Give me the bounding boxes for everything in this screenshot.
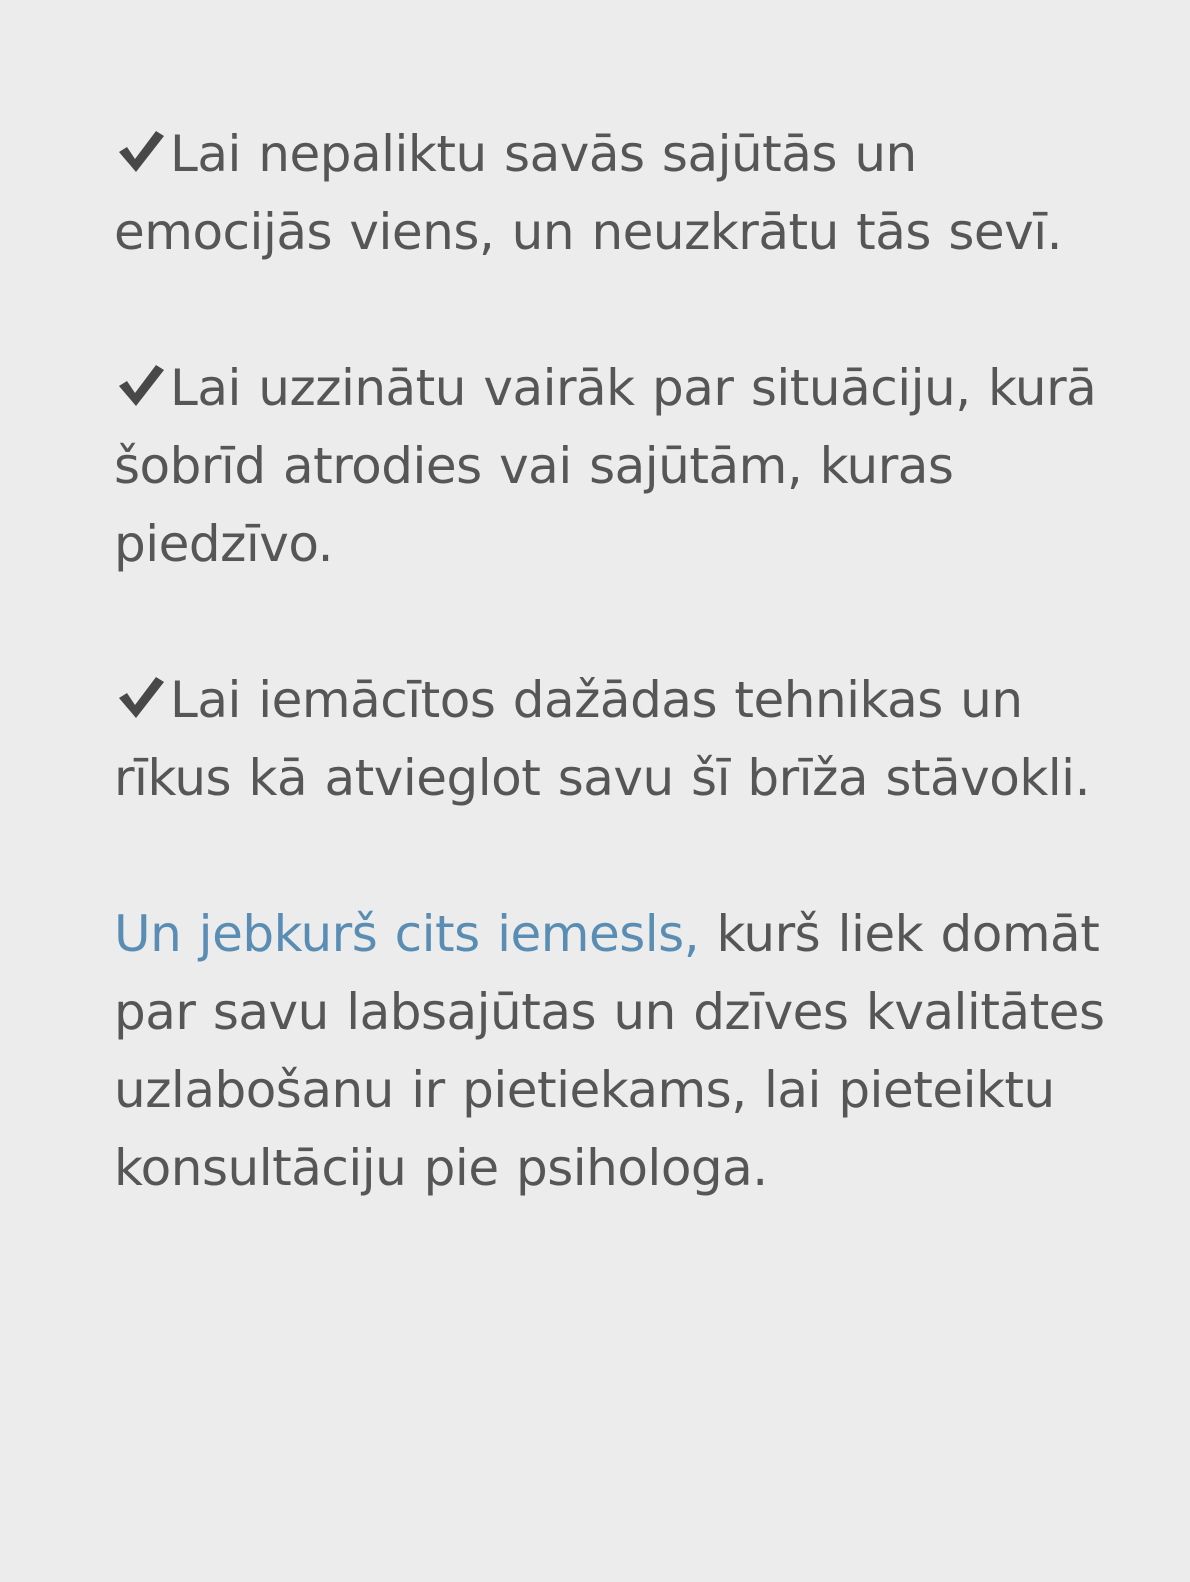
reason-item-3 bbox=[114, 661, 1114, 817]
closing-paragraph bbox=[114, 895, 1114, 1207]
reason-item-1 bbox=[114, 115, 1114, 271]
reason-item-2 bbox=[114, 349, 1114, 583]
checkmark-icon bbox=[114, 125, 166, 177]
checkmark-icon bbox=[114, 671, 166, 723]
closing-highlight: Un jebkurš cits iemesls, bbox=[114, 905, 700, 963]
closing-text: kurš liek domāt par savu labsajūtas un dzīves kvalitātes uzlabošanu ir pietiekams, lai pieteiktu konsultāciju pie psihologa. bbox=[114, 905, 1105, 1197]
reason-text-1: Lai nepaliktu savās sajūtās un emocijās viens, un neuzkrātu tās sevī. bbox=[114, 125, 1063, 261]
checkmark-icon bbox=[114, 359, 166, 411]
reason-text-2: Lai uzzinātu vairāk par situāciju, kurā šobrīd atrodies vai sajūtām, kuras piedzīvo. bbox=[114, 359, 1097, 573]
reason-text-3: Lai iemācītos dažādas tehnikas un rīkus kā atvieglot savu šī brīža stāvokli. bbox=[114, 671, 1090, 807]
reasons-section bbox=[114, 115, 1114, 1207]
